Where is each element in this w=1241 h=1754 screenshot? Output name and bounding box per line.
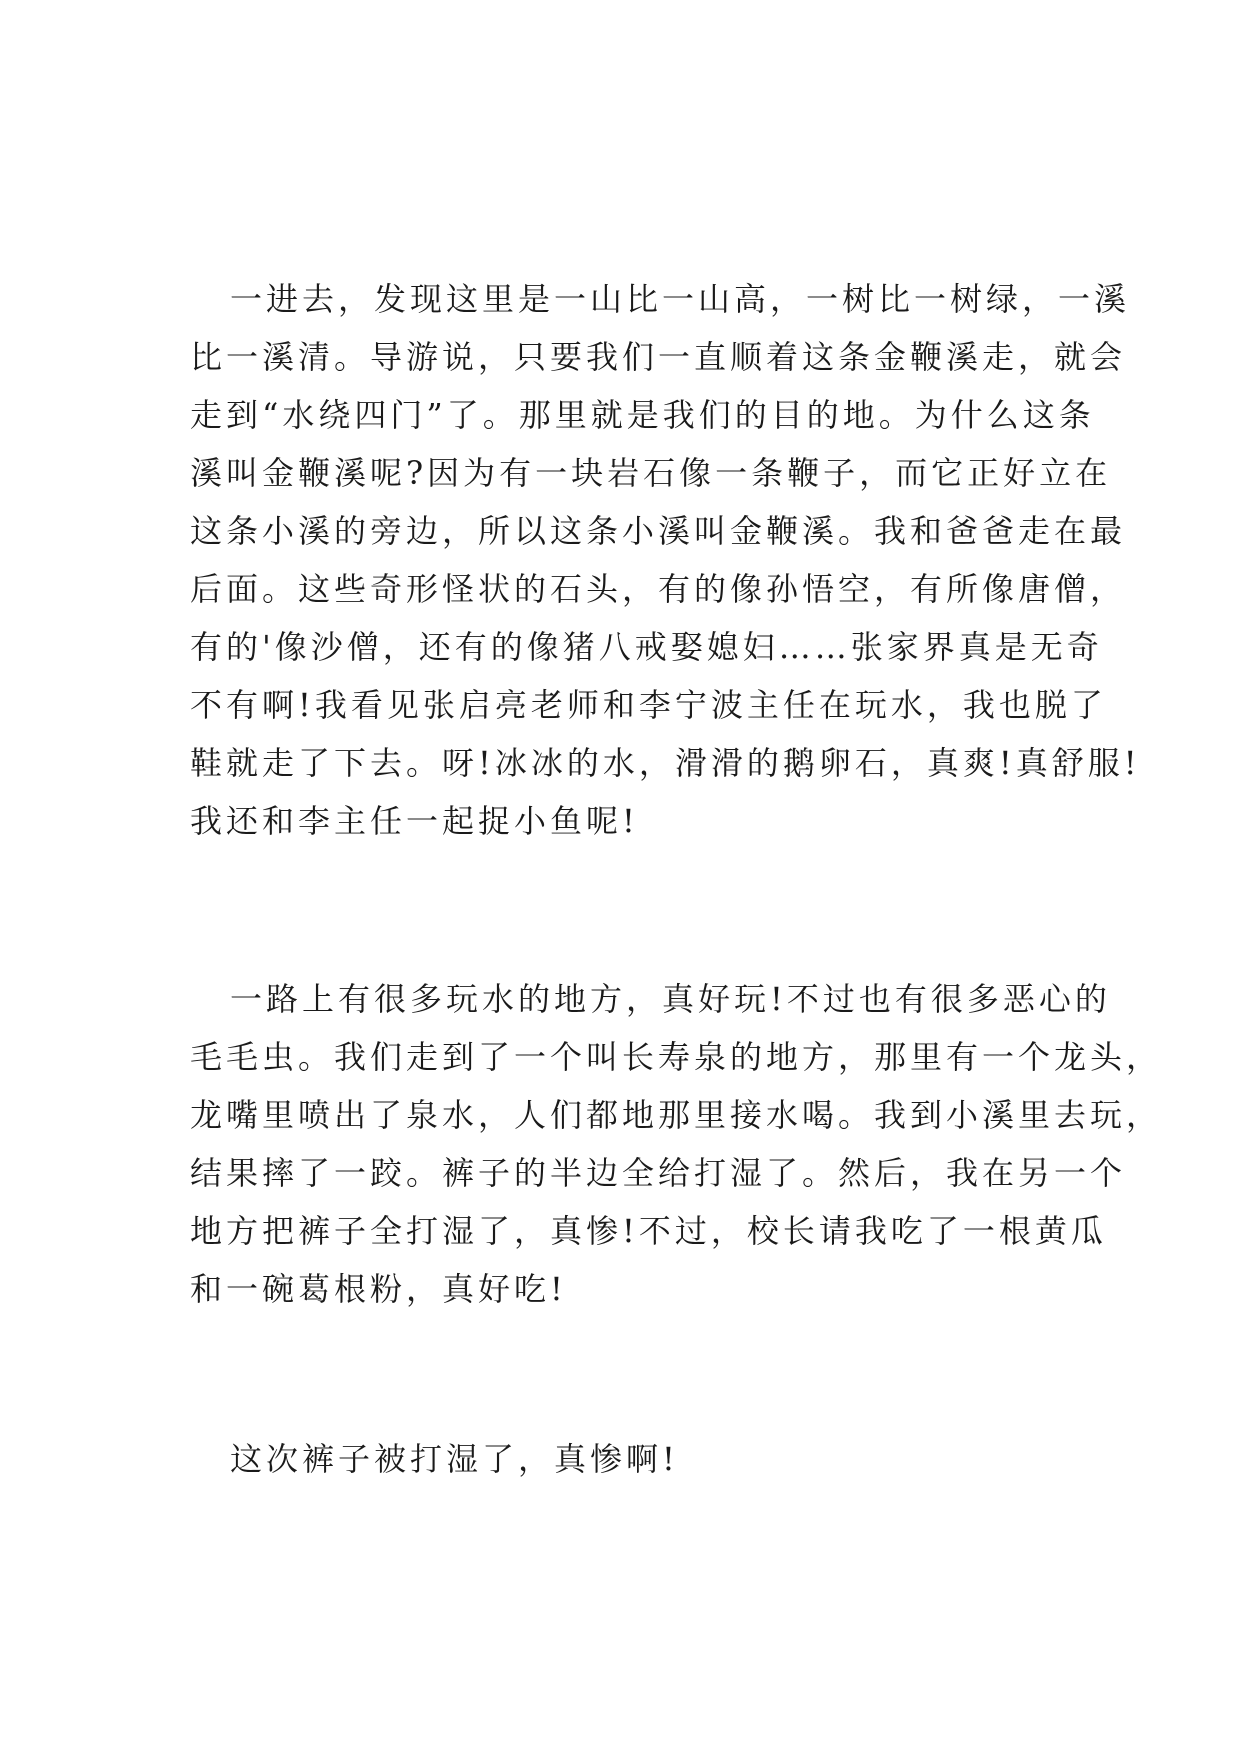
paragraph-line: 地方把裤子全打湿了，真惨!不过，校长请我吃了一根黄瓜 — [190, 1212, 1107, 1250]
paragraph-line: 毛毛虫。我们走到了一个叫长寿泉的地方，那里有一个龙头， — [190, 1038, 1163, 1076]
paragraph-line: 比一溪清。导游说，只要我们一直顺着这条金鞭溪走，就会 — [190, 338, 1127, 376]
paragraph-line: 龙嘴里喷出了泉水，人们都地那里接水喝。我到小溪里去玩， — [190, 1096, 1163, 1134]
paragraph-line: 走到“水绕四门”了。那里就是我们的目的地。为什么这条 — [190, 396, 1095, 434]
paragraph-line: 结果摔了一跤。裤子的半边全给打湿了。然后，我在另一个 — [190, 1154, 1127, 1192]
paragraph-3 — [190, 1430, 1070, 1488]
paragraph-1 — [190, 270, 1141, 850]
paragraph-line: 不有啊!我看见张启亮老师和李宁波主任在玩水，我也脱了 — [190, 686, 1107, 724]
paragraph-2 — [190, 970, 1163, 1318]
paragraph-line: 这条小溪的旁边，所以这条小溪叫金鞭溪。我和爸爸走在最 — [190, 512, 1127, 550]
paragraph-line: 鞋就走了下去。呀!冰冰的水，滑滑的鹅卵石，真爽!真舒服! — [190, 744, 1141, 782]
paragraph-line: 后面。这些奇形怪状的石头，有的像孙悟空，有所像唐僧， — [190, 570, 1127, 608]
paragraph-line: 有的'像沙僧，还有的像猪八戒娶媳妇……张家界真是无奇 — [190, 628, 1103, 666]
paragraph-line: 溪叫金鞭溪呢?因为有一块岩石像一条鞭子，而它正好立在 — [190, 454, 1112, 492]
paragraph-line: 一进去，发现这里是一山比一山高，一树比一树绿，一溪 — [230, 280, 1131, 318]
paragraph-line: 这次裤子被打湿了，真惨啊! — [230, 1440, 679, 1478]
paragraph-line: 和一碗葛根粉，真好吃! — [190, 1270, 567, 1308]
paragraph-line: 我还和李主任一起捉小鱼呢! — [190, 802, 639, 840]
paragraph-line: 一路上有很多玩水的地方，真好玩!不过也有很多恶心的 — [230, 980, 1111, 1018]
